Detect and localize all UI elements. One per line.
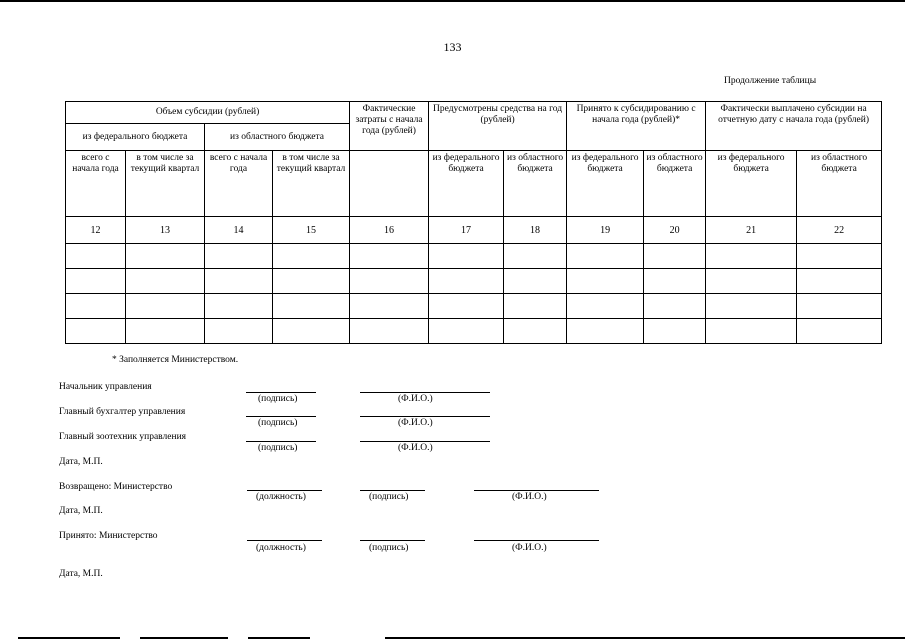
fio-caption: (Ф.И.О.) xyxy=(398,418,433,428)
position-caption: (должность) xyxy=(256,543,306,553)
accountant-label: Главный бухгалтер управления xyxy=(59,407,186,417)
header-col21: из федерального бюджета xyxy=(706,151,797,217)
fio-line xyxy=(360,441,490,442)
signature-line xyxy=(246,441,316,442)
header-col13: в том числе за текущий квартал xyxy=(126,151,205,217)
zootech-label: Главный зоотехник управления xyxy=(59,432,187,442)
column-number-row xyxy=(66,217,882,244)
continuation-caption: Продолжение таблицы xyxy=(724,76,817,86)
col-number: 15 xyxy=(273,217,350,244)
date-label: Дата, М.П. xyxy=(59,457,103,467)
sign-caption: (подпись) xyxy=(258,418,298,428)
signature-line xyxy=(360,540,425,541)
signature-line xyxy=(246,416,316,417)
col-number: 12 xyxy=(66,217,126,244)
col-number: 18 xyxy=(504,217,567,244)
header-col18: из областного бюджета xyxy=(504,151,567,217)
header-col16: Фактические затраты с начала года (рублей) xyxy=(350,102,429,151)
header-planned: Предусмотрены средства на год (рублей) xyxy=(429,102,567,151)
header-subsidy-volume: Объем субсидии (рублей) xyxy=(66,102,350,124)
header-row-3 xyxy=(66,151,882,217)
header-regional: из областного бюджета xyxy=(205,124,350,151)
fio-caption: (Ф.И.О.) xyxy=(512,543,547,553)
head-label: Начальник управления xyxy=(59,382,152,392)
sign-caption: (подпись) xyxy=(258,394,298,404)
position-caption: (должность) xyxy=(256,492,306,502)
table-row xyxy=(66,244,882,269)
accepted-label: Принято: Министерство xyxy=(59,531,158,541)
fio-line xyxy=(360,392,490,393)
col-number: 13 xyxy=(126,217,205,244)
col-number: 22 xyxy=(797,217,882,244)
header-col20: из областного бюджета xyxy=(644,151,706,217)
table-row xyxy=(66,319,882,344)
header-col12: всего с начала года xyxy=(66,151,126,217)
header-paid: Фактически выплачено субсидии на отчетную дату с начала года (рублей) xyxy=(706,102,882,151)
sign-caption: (подпись) xyxy=(369,543,409,553)
fio-line xyxy=(474,490,599,491)
fio-line xyxy=(360,416,490,417)
col-number: 20 xyxy=(644,217,706,244)
fio-caption: (Ф.И.О.) xyxy=(512,492,547,502)
signature-line xyxy=(246,392,316,393)
table-row xyxy=(66,294,882,319)
col-number: 21 xyxy=(706,217,797,244)
header-col14: всего с начала года xyxy=(205,151,273,217)
header-col17: из федерального бюджета xyxy=(429,151,504,217)
date-label: Дата, М.П. xyxy=(59,569,103,579)
header-col15: в том числе за текущий квартал xyxy=(273,151,350,217)
col-number: 16 xyxy=(350,217,429,244)
header-accepted: Принято к субсидированию с начала года (рублей)* xyxy=(567,102,706,151)
header-row-1 xyxy=(66,102,882,124)
header-col22: из областного бюджета xyxy=(797,151,882,217)
signature-line xyxy=(360,490,425,491)
page-number: 133 xyxy=(443,40,462,54)
fio-caption: (Ф.И.О.) xyxy=(398,443,433,453)
header-col16-cont xyxy=(350,151,429,217)
date-label: Дата, М.П. xyxy=(59,506,103,516)
position-line xyxy=(247,540,322,541)
subsidy-table xyxy=(65,101,882,344)
sign-caption: (подпись) xyxy=(258,443,298,453)
header-federal: из федерального бюджета xyxy=(66,124,205,151)
footnote: * Заполняется Министерством. xyxy=(112,355,239,365)
col-number: 17 xyxy=(429,217,504,244)
col-number: 19 xyxy=(567,217,644,244)
table-row xyxy=(66,269,882,294)
fio-caption: (Ф.И.О.) xyxy=(398,394,433,404)
sign-caption: (подпись) xyxy=(369,492,409,502)
position-line xyxy=(247,490,322,491)
returned-label: Возвращено: Министерство xyxy=(59,482,173,492)
col-number: 14 xyxy=(205,217,273,244)
top-rule xyxy=(0,0,905,2)
header-col19: из федерального бюджета xyxy=(567,151,644,217)
fio-line xyxy=(474,540,599,541)
